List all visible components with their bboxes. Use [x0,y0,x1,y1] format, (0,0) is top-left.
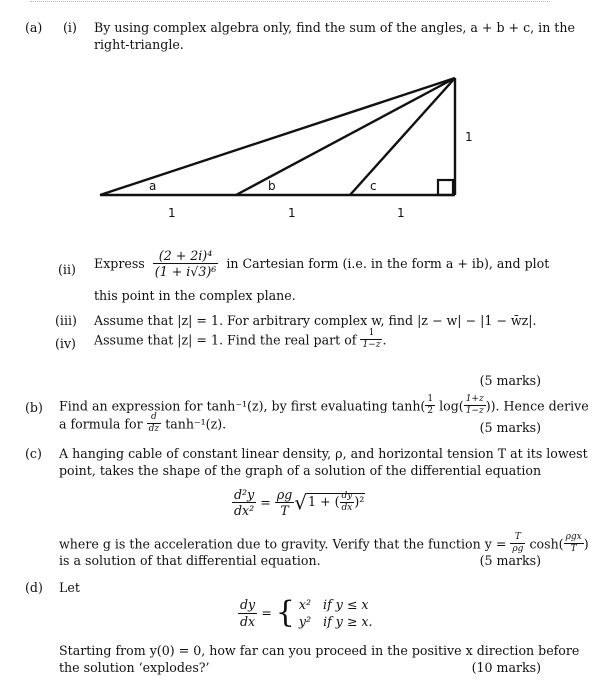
part-b-inner-frac [464,395,486,417]
part-c-eq-lhs [232,488,256,517]
part-d-equals: = [261,605,272,621]
angle-label-c: c [370,179,377,193]
part-b-half [425,395,435,417]
part-c-rad-frac [340,492,355,514]
part-d-label: (d) [25,580,43,595]
part-c-rad-a: 1 + ( [308,494,340,510]
part-c-cosh-den: T [570,544,577,555]
part-c-line4: is a solution of that differential equation. [59,553,321,568]
part-a-ii-frac-den: (1 + i√3)⁶ [154,264,217,280]
part-b-line2 [59,413,226,435]
part-a-iv-frac-num: 1 [360,329,382,340]
base-label-2: 1 [288,206,296,220]
part-d-line1: Starting from y(0) = 0, how far can you proceed in the positive x direction before [59,643,580,658]
angle-label-b: b [268,179,276,193]
part-a-iv-frac-den: 1−z [362,340,381,351]
angle-label-a: a [149,179,157,193]
part-c-cosh-frac [564,533,584,555]
line-b [236,78,455,195]
part-b-ddz-num: d [147,413,162,424]
part-c-eq-equals: = [260,495,271,511]
part-b-line2-b: tanh⁻¹(z). [165,416,227,432]
part-d-equation [238,596,373,630]
part-b-ddz-den: dz [148,424,160,435]
base-label-3: 1 [397,206,405,220]
part-c-eq-lhs-den: dx² [234,503,255,519]
part-c-cosh-num: ρgx [564,533,584,544]
part-a-ii-label: (ii) [58,262,76,277]
part-c-equation [232,488,365,517]
part-a-marks: (5 marks) [479,373,541,388]
part-d-marks: (10 marks) [471,660,541,675]
part-b-line1-c: )). Hence derive [485,398,589,414]
part-a-iii-label: (iii) [55,313,77,328]
part-a-ii-line2: this point in the complex plane. [94,288,296,303]
right-angle-marker [438,180,453,195]
part-d-case1: x² if y ≤ x [298,597,369,612]
part-c-t-den: ρg [512,544,524,555]
part-b-inner-num: 1+z [464,395,486,406]
part-b-label: (b) [25,400,43,415]
part-b-inner-den: 1−z [465,406,484,417]
part-a-ii-line1 [94,249,549,278]
part-c-line3-b: cosh( [529,536,564,552]
part-a-ii-fraction [153,249,219,278]
part-d-case2: y² if y ≥ x. [298,614,373,629]
part-d-line2: the solution ‘explodes?’ [59,660,210,675]
part-a-iv-line [94,329,387,351]
part-a-ii-frac-num: (2 + 2i)⁴ [153,249,219,264]
part-a-i-label: (i) [63,20,77,35]
part-a-iv-label: (iv) [55,336,76,351]
part-c-eq-coef-num: ρg [276,487,293,502]
part-c-line3-a: where g is the acceleration due to gravity. Verify that the function y = [59,536,507,552]
part-b-ddz [147,413,162,435]
base-label-1: 1 [168,206,176,220]
part-d-lhs-den: dx [240,613,256,629]
part-b-marks: (5 marks) [479,420,541,435]
part-c-line2: point, takes the shape of the graph of a solution of the differential equation [59,463,542,478]
part-b-line1-b: log( [439,398,464,414]
height-label: 1 [465,130,473,144]
part-a-i-line1: By using complex algebra only, find the sum of the angles, a + b + c, in the [94,20,575,35]
part-a-iv-fraction [360,329,382,351]
part-c-t-num: T [510,533,525,544]
part-c-line3-c: ) [583,536,589,552]
part-b-half-den: 2 [427,406,434,417]
part-d-lhs-num: dy [240,597,256,613]
part-c-rad-b: )² [354,494,365,510]
part-c-eq-coef [275,488,294,517]
part-c-marks: (5 marks) [479,553,541,568]
part-a-i-line2: right-triangle. [94,37,184,52]
part-b-line1-a: Find an expression for tanh⁻¹(z), by first evaluating tanh( [59,398,426,414]
part-b-half-num: 1 [425,395,435,406]
triangle-figure [0,0,603,240]
part-c-eq-coef-den: T [280,503,289,519]
part-c-rad-num: dy [340,492,355,503]
part-a-ii-suffix: in Cartesian form (i.e. in the form a + ib), and plot [226,256,550,272]
part-a-label: (a) [25,20,43,35]
part-c-eq-lhs-num: d²y [234,487,255,502]
part-c-t-frac [510,533,525,555]
part-c-sqrt-symbol: √ [294,490,308,515]
part-d-lhs [238,598,257,627]
part-d-intro: Let [59,580,80,595]
part-d-cases [299,596,373,630]
part-c-line1: A hanging cable of constant linear density, ρ, and horizontal tension T at its lowest [59,446,588,461]
part-c-line3 [59,533,589,555]
part-d-brace: { [275,595,295,630]
part-c-rad-den: dx [341,503,353,514]
part-a-ii-prefix: Express [94,256,145,272]
part-a-iv-text: Assume that |z| = 1. Find the real part of [94,332,357,348]
part-a-iv-end: . [382,332,387,348]
part-b-line2-a: a formula for [59,416,143,432]
part-c-label: (c) [25,446,42,461]
part-c-radicand [307,490,365,514]
part-a-iii-text: Assume that |z| = 1. For arbitrary complex w, find |z − w| − |1 − w̄z|. [94,313,537,328]
